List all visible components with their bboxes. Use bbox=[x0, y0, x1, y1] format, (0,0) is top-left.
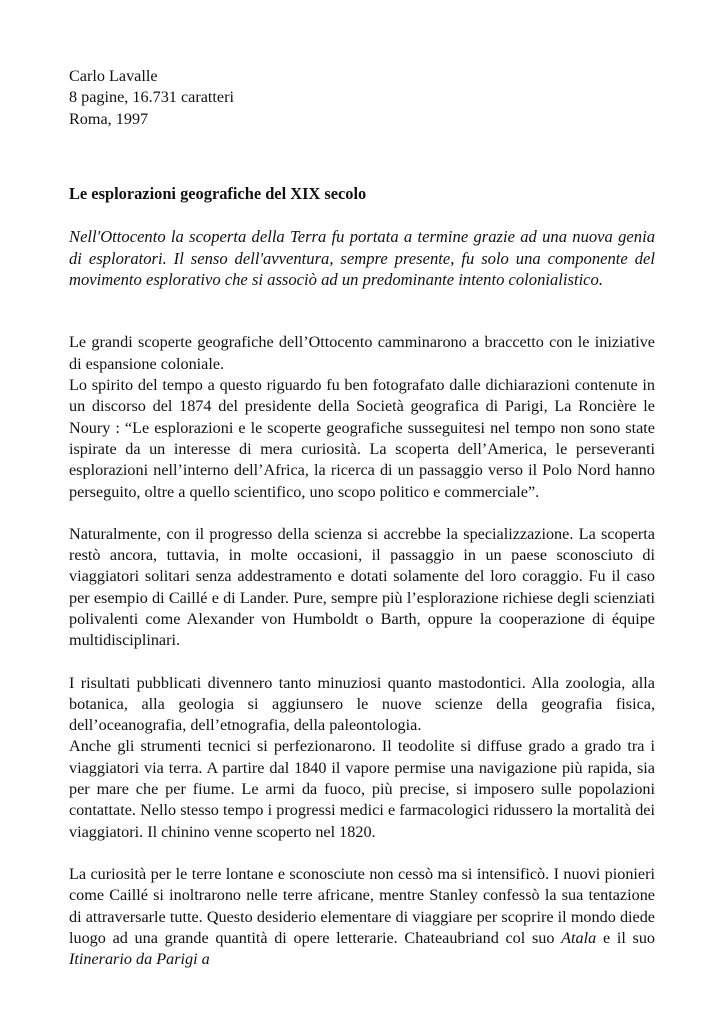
paragraph: Lo spirito del tempo a questo riguardo fu ben fotografato dalle dichiarazioni contenute in un discorso del 1874 del presidente della Società geografica di Parigi, La Roncière le Noury : “Le esplorazioni e le scoperte geografiche susseguitesi nel tempo non sono state ispirate da un interesse di mera curiosità. La scoperta dell’America, le perseveranti esplorazioni nell’interno dell’Africa, la ricerca di un passaggio verso il Polo Nord hanno perseguito, oltre a quello scientifico, uno scopo politico e commerciale”. bbox=[69, 376, 655, 501]
article-body bbox=[69, 332, 655, 970]
article-abstract: Nell'Ottocento la scoperta della Terra fu portata a termine grazie ad una nuova genia di esploratori. Il senso dell'avventura, sempre presente, fu solo una componente del movimento esplorativo che si associò ad un predominante intento colonialistico. bbox=[69, 227, 655, 290]
paragraph-text: e il suo bbox=[602, 928, 656, 947]
work-title-atala: Atala bbox=[561, 928, 597, 947]
paragraph bbox=[69, 864, 655, 970]
author-name: Carlo Lavalle bbox=[69, 67, 158, 85]
article-title: Le esplorazioni geografiche del XIX secolo bbox=[69, 184, 367, 204]
place-and-year: Roma, 1997 bbox=[69, 109, 149, 128]
document-header bbox=[69, 66, 655, 130]
document-stats: 8 pagine, 16.731 caratteri bbox=[69, 88, 234, 107]
paragraph: Anche gli strumenti tecnici si perfezionarono. Il teodolite si diffuse grado a grado tra i viaggiatori via terra. A partire dal 1840 il vapore permise una navigazione più rapida, sia per mare che per fiume. Le armi da fuoco, più precise, si imposero sulle popolazioni contattate. Nello stesso tempo i progressi medici e farmacologici ridussero la mortalità dei viaggiatori. Il chinino venne scoperto nel 1820. bbox=[69, 737, 655, 841]
paragraph-text: La curiosità per le terre lontane e sconosciute non cessò ma si intensificò. I nuovi pionieri come Caillé si inoltrarono nelle terre africane, mentre Stanley confessò la sua tentazione di attraversarle tutte. Questo desiderio elementare di viaggiare per scoprire il mondo diede luogo ad una grande quantità di opere letterarie. Chateaubriand col suo bbox=[69, 864, 655, 947]
paragraph: Naturalmente, con il progresso della scienza si accrebbe la specializzazione. La scoperta restò ancora, tuttavia, in molte occasioni, il passaggio in un paese sconosciuto di viaggiatori solitari senza addestramento e dotati solamente del loro coraggio. Fu il caso per esempio di Caillé e di Lander. Pure, sempre più l’esplorazione richiese degli scienziati polivalenti come Alexander von Humboldt o Barth, oppure la cooperazione di équipe multidisciplinari. bbox=[69, 524, 655, 650]
paragraph: Le grandi scoperte geografiche dell’Ottocento camminarono a braccetto con le iniziative di espansione coloniale. bbox=[69, 333, 655, 373]
paragraph: I risultati pubblicati divennero tanto minuziosi quanto mastodontici. Alla zoologia, alla botanica, alla geologia si aggiunsero le nuove scienze della geografia fisica, dell’oceanografia, dell’etnografia, della paleontologia. bbox=[69, 673, 655, 735]
work-title-itinerario: Itinerario da Parigi a bbox=[69, 950, 210, 969]
